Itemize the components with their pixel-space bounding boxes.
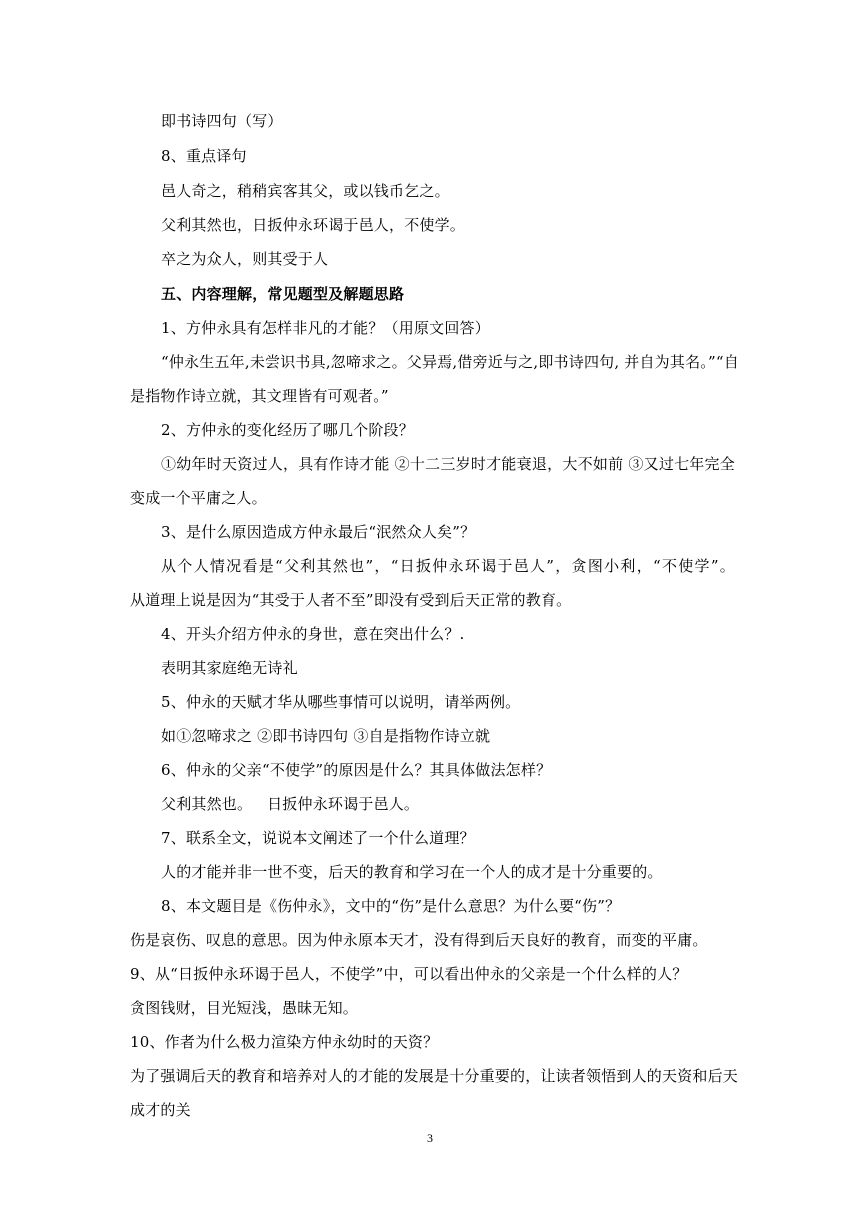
text-line: 邑人奇之，稍稍宾客其父，或以钱币乞之。 bbox=[161, 182, 450, 200]
page-number: 3 bbox=[427, 1131, 433, 1145]
answer-line: 表明其家庭绝无诗礼 bbox=[161, 659, 298, 677]
answer-line: 父利其然也。 日扳仲永环谒于邑人。 bbox=[161, 795, 420, 813]
answer-line: 伤是哀伤、叹息的意思。因为仲永原本天才，没有得到后天良好的教育，而变的平庸。 bbox=[130, 931, 708, 949]
answer-line: “仲永生五年,未尝识书具,忽啼求之。父异焉,借旁近与之,即书诗四句, 并自为其名。”“自 bbox=[161, 353, 739, 371]
question-line: 6、仲永的父亲“不使学”的原因是什么？其具体做法怎样？ bbox=[161, 761, 552, 779]
answer-line: 是指物作诗立就，其文理皆有可观者。” bbox=[130, 387, 389, 405]
question-line: 4、开头介绍方仲永的身世，意在突出什么？. bbox=[161, 625, 465, 643]
question-line: 3、是什么原因造成方仲永最后“泯然众人矣”？ bbox=[161, 523, 476, 541]
answer-line: 变成一个平庸之人。 bbox=[130, 489, 267, 507]
answer-line: 从个人情况看是“父利其然也”，“日扳仲永环谒于邑人”，贪图小利，“不使学”。 bbox=[161, 557, 735, 575]
answer-line: 从道理上说是因为“其受于人者不至”即没有受到后天正常的教育。 bbox=[130, 591, 572, 609]
text-line: 8、重点译句 bbox=[161, 147, 247, 165]
question-line: 9、从“日扳仲永环谒于邑人，不使学”中，可以看出仲永的父亲是一个什么样的人？ bbox=[130, 965, 688, 983]
question-line: 7、联系全文，说说本文阐述了一个什么道理？ bbox=[161, 829, 475, 847]
question-line: 8、本文题目是《伤仲永》，文中的“伤”是什么意思？为什么要“伤”？ bbox=[161, 897, 621, 915]
answer-line: 如①忽啼求之 ②即书诗四句 ③自是指物作诗立就 bbox=[161, 727, 491, 745]
text-line: 即书诗四句（写） bbox=[161, 112, 283, 130]
answer-line: ①幼年时天资过人，具有作诗才能 ②十二三岁时才能衰退，大不如前 ③又过七年完全 bbox=[161, 455, 735, 473]
question-line: 2、方仲永的变化经历了哪几个阶段？ bbox=[161, 421, 414, 439]
question-line: 1、方仲永具有怎样非凡的才能？（用原文回答） bbox=[161, 319, 490, 337]
text-line: 父利其然也，日扳仲永环谒于邑人，不使学。 bbox=[161, 216, 466, 234]
question-line: 10、作者为什么极力渲染方仲永幼时的天资？ bbox=[130, 1033, 439, 1051]
text-line: 卒之为众人，则其受于人 bbox=[161, 250, 329, 268]
answer-line: 人的才能并非一世不变，后天的教育和学习在一个人的成才是十分重要的。 bbox=[161, 863, 663, 881]
answer-line: 为了强调后天的教育和培养对人的才能的发展是十分重要的，让读者领悟到人的天资和后天 bbox=[130, 1067, 739, 1085]
question-line: 5、仲永的天赋才华从哪些事情可以说明，请举两例。 bbox=[161, 693, 521, 711]
section-heading: 五、内容理解，常见题型及解题思路 bbox=[161, 285, 405, 303]
answer-line: 成才的关 bbox=[130, 1101, 191, 1119]
answer-line: 贪图钱财，目光短浅，愚昧无知。 bbox=[130, 999, 359, 1017]
